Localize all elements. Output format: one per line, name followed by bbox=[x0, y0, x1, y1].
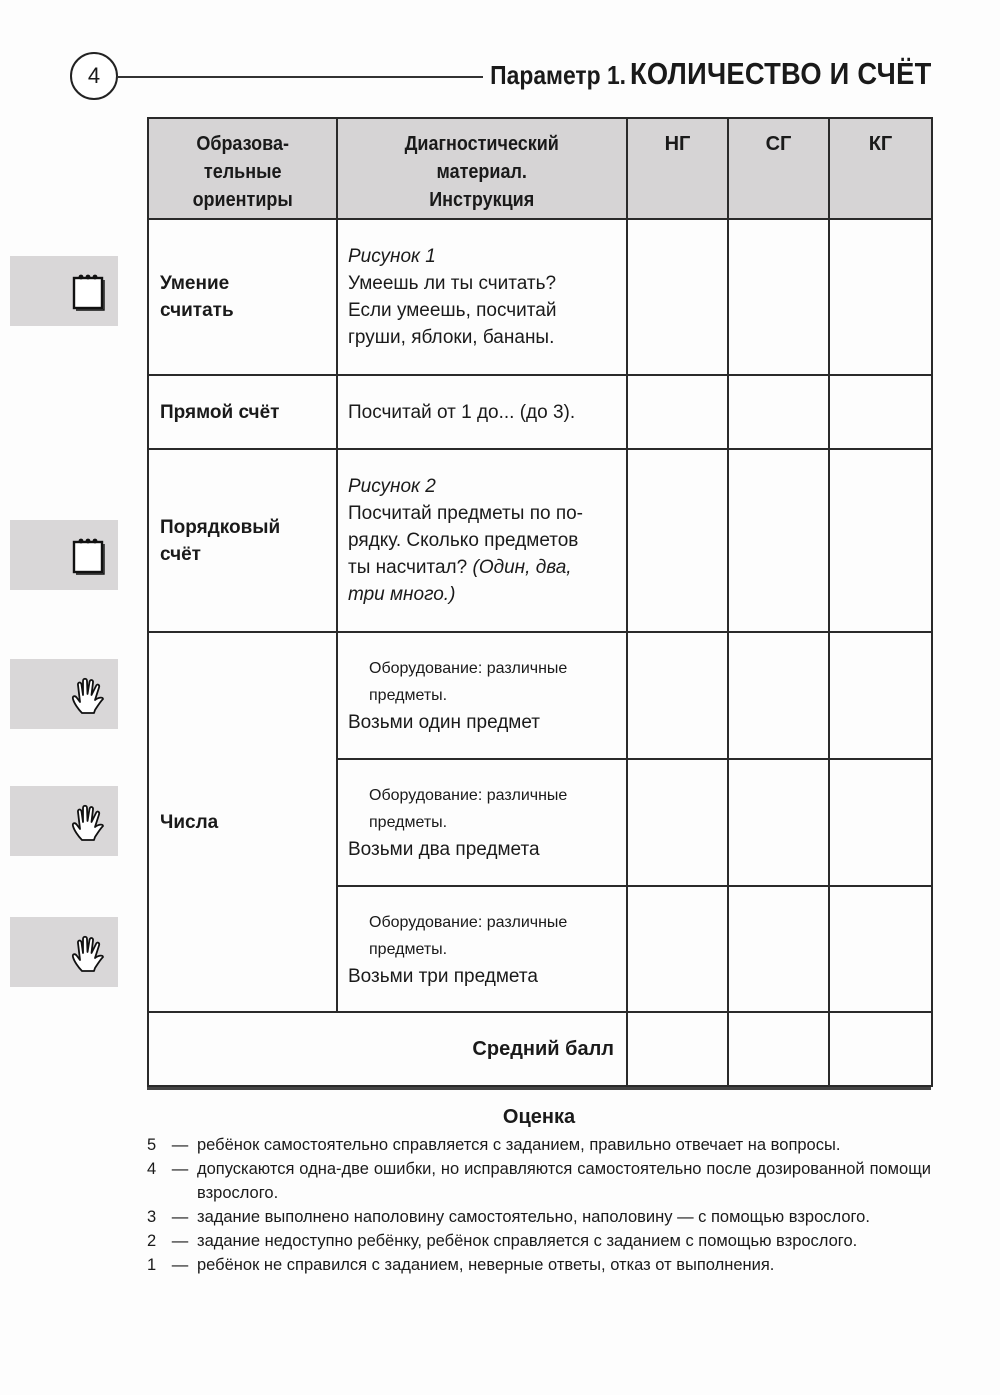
avg-kg-cell[interactable] bbox=[829, 1012, 932, 1086]
orient-text: Порядковый bbox=[160, 516, 281, 538]
score-ng-cell[interactable] bbox=[627, 219, 728, 375]
assessment-item bbox=[147, 1157, 931, 1205]
score-kg-cell[interactable] bbox=[829, 759, 932, 886]
score-kg-cell[interactable] bbox=[829, 219, 932, 375]
figure-ref: Рисунок 1 bbox=[348, 246, 436, 267]
header-orient-line: ориентиры bbox=[192, 189, 293, 211]
diag-cell bbox=[337, 759, 627, 886]
orient-cell bbox=[148, 449, 337, 632]
equipment-note bbox=[348, 782, 626, 836]
instruction-text: Возьми один предмет bbox=[348, 712, 541, 733]
page-number: 4 bbox=[70, 52, 118, 100]
hand-icon bbox=[68, 673, 108, 717]
score-kg-cell[interactable] bbox=[829, 375, 932, 449]
dash: — bbox=[171, 1208, 189, 1226]
equipment-text: предметы. bbox=[369, 940, 448, 958]
score-value: 2 bbox=[147, 1232, 157, 1250]
diag-cell bbox=[337, 886, 627, 1012]
orient-cell bbox=[148, 375, 337, 449]
equipment-text: Оборудование: различные bbox=[369, 913, 568, 931]
header-ng: НГ bbox=[627, 118, 728, 219]
page-title bbox=[491, 56, 932, 92]
orient-cell bbox=[148, 632, 337, 1012]
orient-cell bbox=[148, 219, 337, 375]
score-ng-cell[interactable] bbox=[627, 449, 728, 632]
score-description: задание недоступно ребёнку, ребёнок справляется с заданием с помощью взрослого. bbox=[197, 1232, 858, 1250]
score-description: задание выполнено наполовину самостоятельно, наполовину — с помощью взрослого. bbox=[197, 1208, 870, 1226]
hand-icon bbox=[68, 800, 108, 844]
orient-text: Прямой счёт bbox=[160, 401, 280, 423]
assessment-item bbox=[147, 1205, 931, 1229]
hand-icon bbox=[68, 931, 108, 975]
assessment-item bbox=[147, 1229, 931, 1253]
average-label: Средний балл bbox=[148, 1012, 627, 1086]
score-kg-cell[interactable] bbox=[829, 886, 932, 1012]
instruction-text: Возьми три предмета bbox=[348, 965, 538, 987]
notepad-icon bbox=[68, 534, 108, 578]
diagnostic-table bbox=[147, 117, 933, 1087]
header-orient bbox=[148, 118, 337, 219]
score-sg-cell[interactable] bbox=[728, 449, 829, 632]
instruction-text: груши, яблоки, бананы. bbox=[348, 327, 555, 348]
instruction-text: Посчитай предметы по по- bbox=[348, 503, 584, 524]
answer-hint: три много.) bbox=[348, 584, 456, 605]
diag-cell bbox=[337, 219, 627, 375]
figure-ref: Рисунок 2 bbox=[348, 476, 436, 497]
diag-cell bbox=[337, 449, 627, 632]
header-diag-line: материал. bbox=[436, 161, 528, 183]
header-diag bbox=[337, 118, 627, 219]
title-prefix: Параметр 1. bbox=[490, 60, 627, 90]
diag-cell bbox=[337, 632, 627, 759]
orient-text: считать bbox=[160, 300, 234, 321]
header-diag-line: Инструкция bbox=[429, 189, 535, 211]
equipment-text: предметы. bbox=[369, 687, 448, 704]
header-orient-line: тельные bbox=[203, 161, 282, 183]
side-tab-counting bbox=[10, 256, 118, 326]
dash: — bbox=[171, 1256, 189, 1274]
side-tab-ordinal bbox=[10, 520, 118, 590]
assessment-item bbox=[147, 1253, 931, 1277]
notepad-icon bbox=[68, 270, 108, 314]
score-sg-cell[interactable] bbox=[728, 632, 829, 759]
diag-cell bbox=[337, 375, 627, 449]
instruction-text: Умеешь ли ты считать? bbox=[348, 273, 557, 294]
score-ng-cell[interactable] bbox=[627, 375, 728, 449]
score-value: 3 bbox=[147, 1208, 157, 1226]
score-description: допускаются одна-две ошибки, но исправляются самостоятельно после дозированной помощи взрослого. bbox=[197, 1160, 931, 1202]
equipment-note bbox=[348, 655, 626, 709]
equipment-text: Оборудование: различные bbox=[369, 660, 568, 677]
side-tab-three-items bbox=[10, 917, 118, 987]
score-value: 1 bbox=[147, 1256, 157, 1274]
score-kg-cell[interactable] bbox=[829, 632, 932, 759]
score-description: ребёнок не справился с заданием, неверные ответы, отказ от выполнения. bbox=[197, 1256, 775, 1274]
orient-text: Числа bbox=[160, 811, 219, 833]
average-row bbox=[148, 1012, 932, 1086]
header-sg: СГ bbox=[728, 118, 829, 219]
score-ng-cell[interactable] bbox=[627, 632, 728, 759]
score-description: ребёнок самостоятельно справляется с заданием, правильно отвечает на вопросы. bbox=[197, 1136, 841, 1154]
score-sg-cell[interactable] bbox=[728, 375, 829, 449]
score-sg-cell[interactable] bbox=[728, 886, 829, 1012]
orient-text: Умение bbox=[160, 273, 230, 294]
score-ng-cell[interactable] bbox=[627, 886, 728, 1012]
title-main: КОЛИЧЕСТВО И СЧЁТ bbox=[630, 56, 932, 91]
table-row bbox=[148, 219, 932, 375]
table-header-row bbox=[148, 118, 932, 219]
score-kg-cell[interactable] bbox=[829, 449, 932, 632]
dash: — bbox=[171, 1232, 189, 1250]
assessment-title: Оценка bbox=[502, 1106, 576, 1128]
orient-text: счёт bbox=[160, 543, 201, 565]
avg-ng-cell[interactable] bbox=[627, 1012, 728, 1086]
instruction-text: Если умеешь, посчитай bbox=[348, 300, 557, 321]
dash: — bbox=[171, 1136, 189, 1154]
assessment-item bbox=[147, 1133, 931, 1157]
header-diag-line: Диагностический bbox=[404, 133, 560, 155]
header-kg: КГ bbox=[829, 118, 932, 219]
table-row bbox=[148, 449, 932, 632]
instruction-text: ты насчитал? bbox=[348, 557, 468, 578]
table-row bbox=[148, 375, 932, 449]
avg-sg-cell[interactable] bbox=[728, 1012, 829, 1086]
side-tab-one-item bbox=[10, 659, 118, 729]
instruction-text: Посчитай от 1 до... (до 3). bbox=[348, 401, 576, 423]
score-ng-cell[interactable] bbox=[627, 759, 728, 886]
assessment-section bbox=[147, 1106, 931, 1277]
score-sg-cell[interactable] bbox=[728, 759, 829, 886]
score-sg-cell[interactable] bbox=[728, 219, 829, 375]
table-row bbox=[148, 632, 932, 759]
equipment-text: предметы. bbox=[369, 814, 448, 831]
header-rule bbox=[117, 76, 483, 78]
score-value: 5 bbox=[147, 1136, 157, 1154]
equipment-text: Оборудование: различные bbox=[369, 787, 568, 804]
header-orient-line: Образова- bbox=[196, 133, 289, 155]
instruction-text: Возьми два предмета bbox=[348, 839, 540, 860]
side-tab-two-items bbox=[10, 786, 118, 856]
dash: — bbox=[171, 1160, 189, 1178]
score-value: 4 bbox=[147, 1160, 157, 1178]
instruction-text: рядку. Сколько предметов bbox=[348, 530, 579, 551]
answer-hint: (Один, два, bbox=[472, 557, 572, 578]
page-header bbox=[70, 52, 932, 102]
equipment-note bbox=[348, 909, 626, 963]
table-bottom-rule bbox=[147, 1087, 931, 1090]
